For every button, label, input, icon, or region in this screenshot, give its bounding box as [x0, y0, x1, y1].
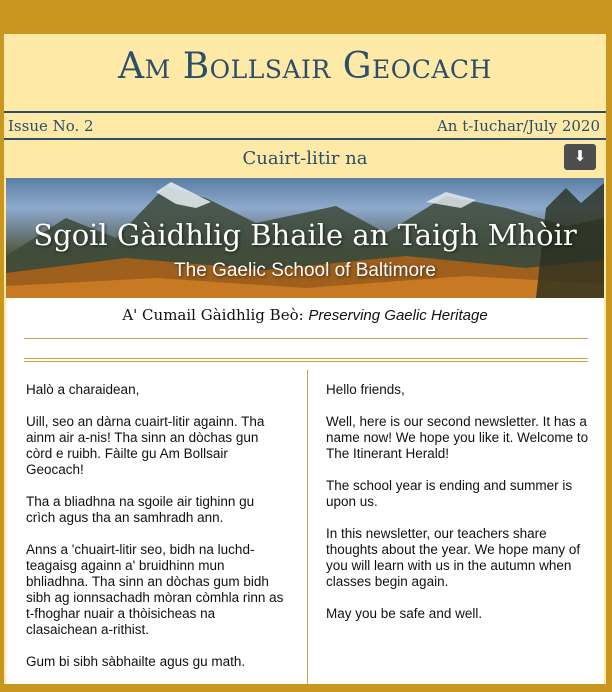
newsletter-body [6, 298, 604, 684]
banner-gaelic-name: Sgoil Gàidhlig Bhaile an Taigh Mhòir [33, 218, 577, 252]
issue-number: Issue No. 2 [8, 117, 94, 135]
english-closing: May you be safe and well. [326, 606, 483, 621]
issue-row [4, 114, 606, 140]
gaelic-paragraph: Anns a 'chuairt-litir seo, bidh na luchd-teagaisg againn a' bruidhinn mun bhliadhna. Tha sinn an dòchas gum bidh sibh ag ionnsachadh mòran còmhla rinn as t-fhoghar nuair a thòisicheas na clasaichean a-rithist. [26, 542, 284, 637]
divider-rule-3 [24, 361, 588, 362]
download-arrow-icon: ⬇ [573, 148, 587, 165]
header-rule-top [4, 111, 606, 113]
masthead [4, 34, 606, 112]
english-paragraph: The school year is ending and summer is upon us. [326, 478, 573, 509]
subtitle-row [4, 142, 606, 176]
english-column [326, 382, 590, 638]
divider-rule-1 [24, 338, 588, 339]
english-greeting: Hello friends, [326, 382, 405, 397]
school-banner [6, 178, 604, 298]
divider-rule-2 [24, 358, 588, 359]
tagline [6, 306, 604, 324]
tagline-english: Preserving Gaelic Heritage [308, 307, 488, 324]
english-paragraph: In this newsletter, our teachers share thoughts about the year. We hope many of you will learn with us in the autumn when classes begin again. [326, 526, 581, 589]
gaelic-greeting: Halò a charaidean, [26, 382, 140, 397]
banner-english-name: The Gaelic School of Baltimore [174, 260, 436, 281]
gaelic-closing: Gum bi sibh sàbhailte agus gu math. [26, 654, 246, 669]
gaelic-paragraph: Tha a bliadhna na sgoile air tighinn gu crìch agus tha an samhradh ann. [26, 494, 255, 525]
gaelic-column [26, 382, 286, 684]
english-paragraph: Well, here is our second newsletter. It has a name now! We hope you like it. Welcome to The Itinerant Herald! [326, 414, 589, 461]
newsletter-title: Am Bollsair Geocach [118, 46, 492, 87]
newsletter-subtitle: Cuairt-litir na [242, 148, 368, 169]
issue-date: An t-Iuchar/July 2020 [436, 117, 600, 135]
gaelic-paragraph: Uill, seo an dàrna cuairt-litir againn. Tha ainm air a-nis! Tha sinn an dòchas gun còrd e ruibh. Fàilte gu Am Bollsair Geocach! [26, 414, 265, 477]
download-button[interactable] [564, 144, 596, 170]
newsletter [4, 34, 606, 684]
tagline-gaelic: A' Cumail Gàidhlig Beò: [122, 306, 309, 324]
column-divider [307, 370, 308, 684]
header-rule-bottom [4, 138, 606, 140]
